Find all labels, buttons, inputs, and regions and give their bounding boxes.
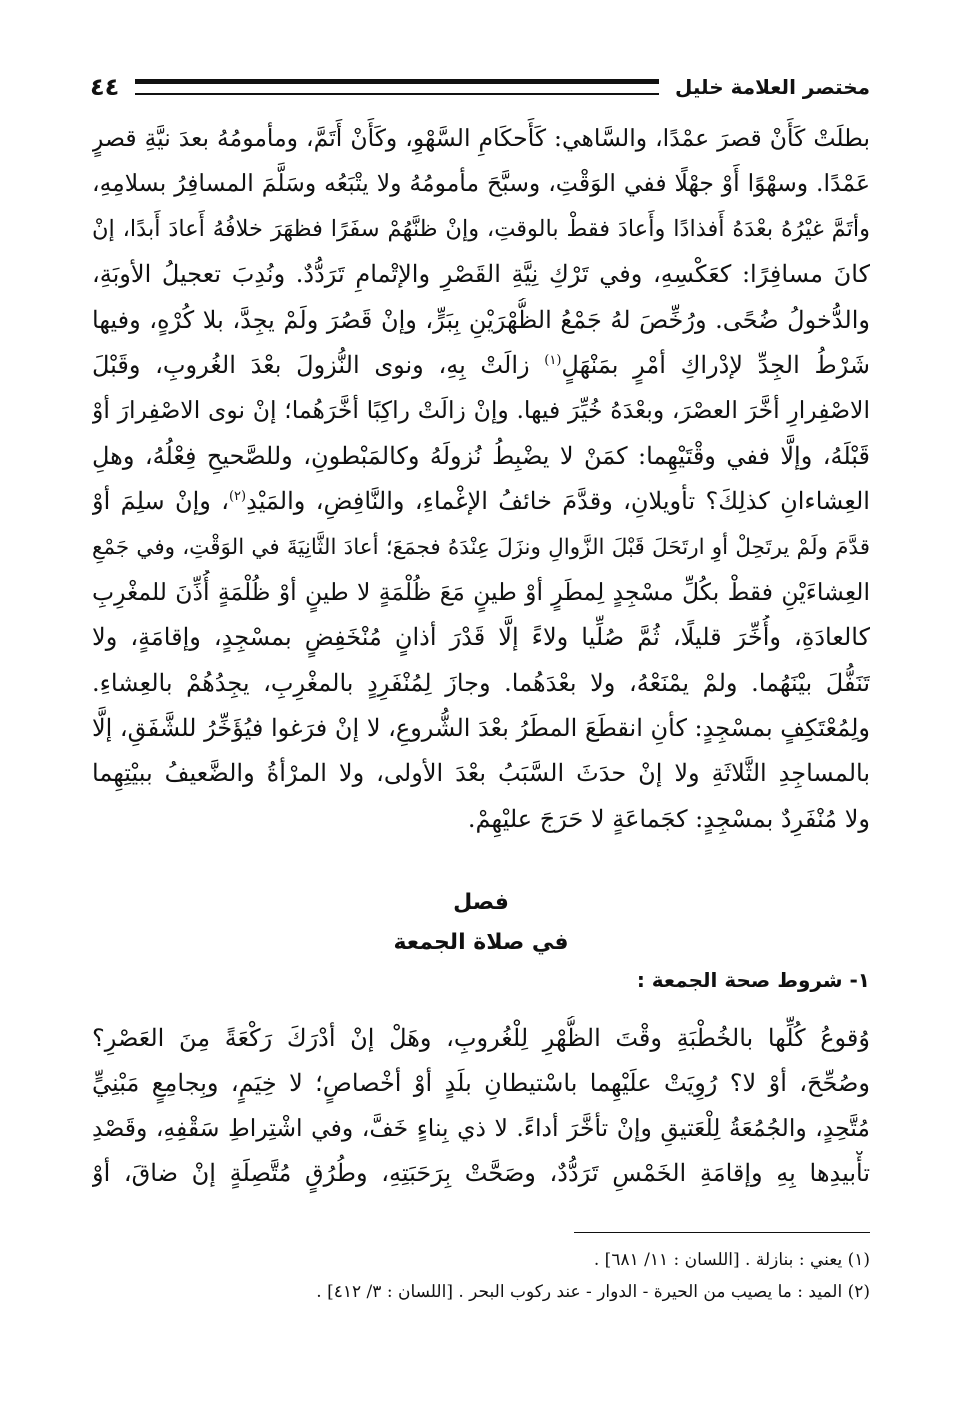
footnote-2: (٢) الميد : ما يصيب من الحيرة - الدوار - عند ركوب البحر . [اللسان : ٣/ ٤١٢] .: [316, 1282, 870, 1302]
page-number: ٤٤: [90, 73, 120, 101]
text-line: قدَّمَ ولَمْ يرتَحِلْ أوِ ارتَحَلَ قَبْلَ الزَّوالِ ونزَلَ عِنْدَهُ فجمَعَ؛ أعادَ الثَّانِيَةَ في الوَقْتِ، وفي جَمْعِ: [92, 534, 870, 560]
text-line: العِشاءَيْنِ فقطْ بكُلِّ مسْجِدٍ لِمطَرٍ أوْ طينٍ مَعَ ظُلْمَةٍ لا طينٍ أوْ ظُلْمَةٍ أُذِّنَ للمغْرِبِ: [92, 577, 870, 606]
footnote-ref-2[interactable]: (٢): [228, 489, 247, 505]
text-line: كالعادَةِ، وأُخِّرَ قليلًا، ثُمَّ صُلِّيا ولاءً إلَّا قَدْرَ أذانٍ مُنْخَفِضٍ بمسْجِدٍ، وإقامَةٍ، ولا: [92, 623, 870, 652]
text-line-end: زالَتْ بِهِ، ونوى النُّزولَ بعْدَ الغُروبِ، وقَبْلَ: [92, 350, 545, 379]
text-line: وأتَمَّ غيْرُهُ بعْدَهُ أَفذادًا وأَعادَ فقطْ بالوقتِ، وإنْ ظنَّهُمْ سفَرًا فظهَرَ خلافُهُ أَعادَ أَبدًا، إنْ: [92, 215, 870, 242]
page-header: [90, 66, 870, 108]
text-line: تأْبيدِها بِهِ وإقامَةِ الخَمْسِ تَرَدُّدٌ، وصَحَّتْ بِرَحَبَتِهِ، وطُرُقٍ مُتَّصِلَةٍ إنْ ضاقَ، أوْ: [92, 1159, 870, 1187]
footnote-1: (١) يعني : بنازلة . [اللسان : ١١/ ٦٨١] .: [593, 1250, 870, 1270]
footnotes: [92, 1244, 870, 1308]
footnote-separator: [574, 1232, 870, 1233]
text-line: تَنَفُّلَ بيْنَهُما. ولمْ يمْنَعْهُ، ولا بعْدَهُما. وجازَ لِمُنْفَرِدٍ بالمغْرِبِ، يجِدُهُمْ بالعِشاءِ.: [92, 668, 870, 697]
header-rule: [135, 79, 659, 95]
text-line-end: ، وإنْ سلِمَ أوْ: [92, 487, 229, 516]
text-line: والدُّخولُ ضُحًى. ورُخِّصَ لهُ جَمْعُ الظُّهْرَيْنِ بِبَرٍّ، وإنْ قَصُرَ ولَمْ يجِدَّ، بلا كُرْهٍ، وفيها: [92, 305, 870, 334]
text-line: قَبْلَهُ، وإلَّا ففي وقْتَيْهِما: كمَنْ لا يضْبِطُ نُزولَهُ وكالمَبْطونِ، وللصَّحيحِ فِعْلُهُ، وهلِ: [92, 441, 870, 470]
main-text: [92, 116, 870, 842]
text-line: ولا مُنْفَرِدٌ بمسْجِدٍ: كجَماعَةٍ لا حَرَجَ عليْهِمْ.: [467, 804, 870, 833]
section-title: فصل: [453, 890, 509, 915]
text-line: وُقوعُ كُلِّها بالخُطْبَةِ وقْتَ الظُّهْرِ لِلْغُروبِ، وهَلْ إنْ أدْرَكَ رَكْعَةً مِنَ العَصْرِ؟: [92, 1024, 870, 1052]
section-text: [92, 1016, 870, 1196]
text-line: كانَ مسافِرًا: كعَكْسِهِ، وفي تَرْكِ نِيَّةِ القَصْرِ والإتْمامِ تَرَدُّدٌ. ونُدِبَ تعجيلُ الأوبَةِ،: [92, 260, 870, 289]
text-line: بالمساجِدِ الثَّلاثَةِ ولا إنْ حدَثَ السَّبَبُ بعْدَ الأولى، ولا المرْأةُ والضَّعيفُ ببيْتِهِما: [92, 759, 870, 788]
text-line-start: شَرْطُ الجِدِّ لإدْراكِ أمْرٍ بمَنْهَلٍ: [561, 350, 870, 379]
sub-heading: ١- شروط صحة الجمعة :: [636, 968, 870, 992]
text-line: الاصْفِرارِ أخَّرَ العصْرَ، وبعْدَهُ خُيِّرَ فيها. وإنْ زالَتْ راكِبًا أخَّرَهُما؛ إنْ نوى الاصْفِرارَ أوْ: [92, 396, 870, 425]
text-line: مُتَّحِدٍ، والجُمُعَةُ لِلْعَتيقِ وإنْ تأخَّرَ أداءً. لا ذي بِناءٍ خَفَّ، وفي اشْتِراطِ سَقْفِهِ، وقَصْدِ: [92, 1114, 870, 1142]
section-subtitle: في صلاة الجمعة: [393, 930, 569, 955]
text-line: [92, 343, 870, 388]
text-line: وصُحِّحَ، أوْ لا؟ رُوِيَتْ علَيْهِما باسْتيطانِ بلَدٍ أوْ أخْصاصٍ؛ لا خِيَمٍ، وبِجامِعٍ مَبْنِيٍّ: [92, 1069, 870, 1097]
text-line-start: العِشاءانِ كذلِكَ؟ تأويلانِ، وقدَّمَ خائفُ الإغْماءِ، والنَّافِضِ، والمَيْدِ: [246, 487, 870, 516]
text-line: عَمْدًا. وسهْوًا أَوْ جهْلًا ففي الوَقْتِ، وسبَّحَ مأمومُهُ ولا يتْبَعُه وسَلَّمَ المسافِرُ بسلامِهِ،: [92, 169, 870, 198]
text-line: [92, 479, 870, 524]
running-title: مختصر العلامة خليل: [675, 75, 870, 99]
footnote-ref-1[interactable]: (١): [544, 352, 562, 368]
text-line: ولِمُعْتَكِفٍ بمسْجِدٍ: كأنِ انقطَعَ المطَرُ بعْدَ الشُّروعِ، لا إنْ فرَغوا فيُؤَخِّرُ للشَّفَقِ، إلَّا: [92, 714, 870, 743]
text-line: بطلَتْ كَأَنْ قصرَ عمْدًا، والسَّاهي: كَأَحكَامِ السَّهْوِ، وكَأَنْ أَتَمَّ، ومأمومُهُ بعدَ نيَّةِ قصرٍ: [92, 124, 870, 152]
